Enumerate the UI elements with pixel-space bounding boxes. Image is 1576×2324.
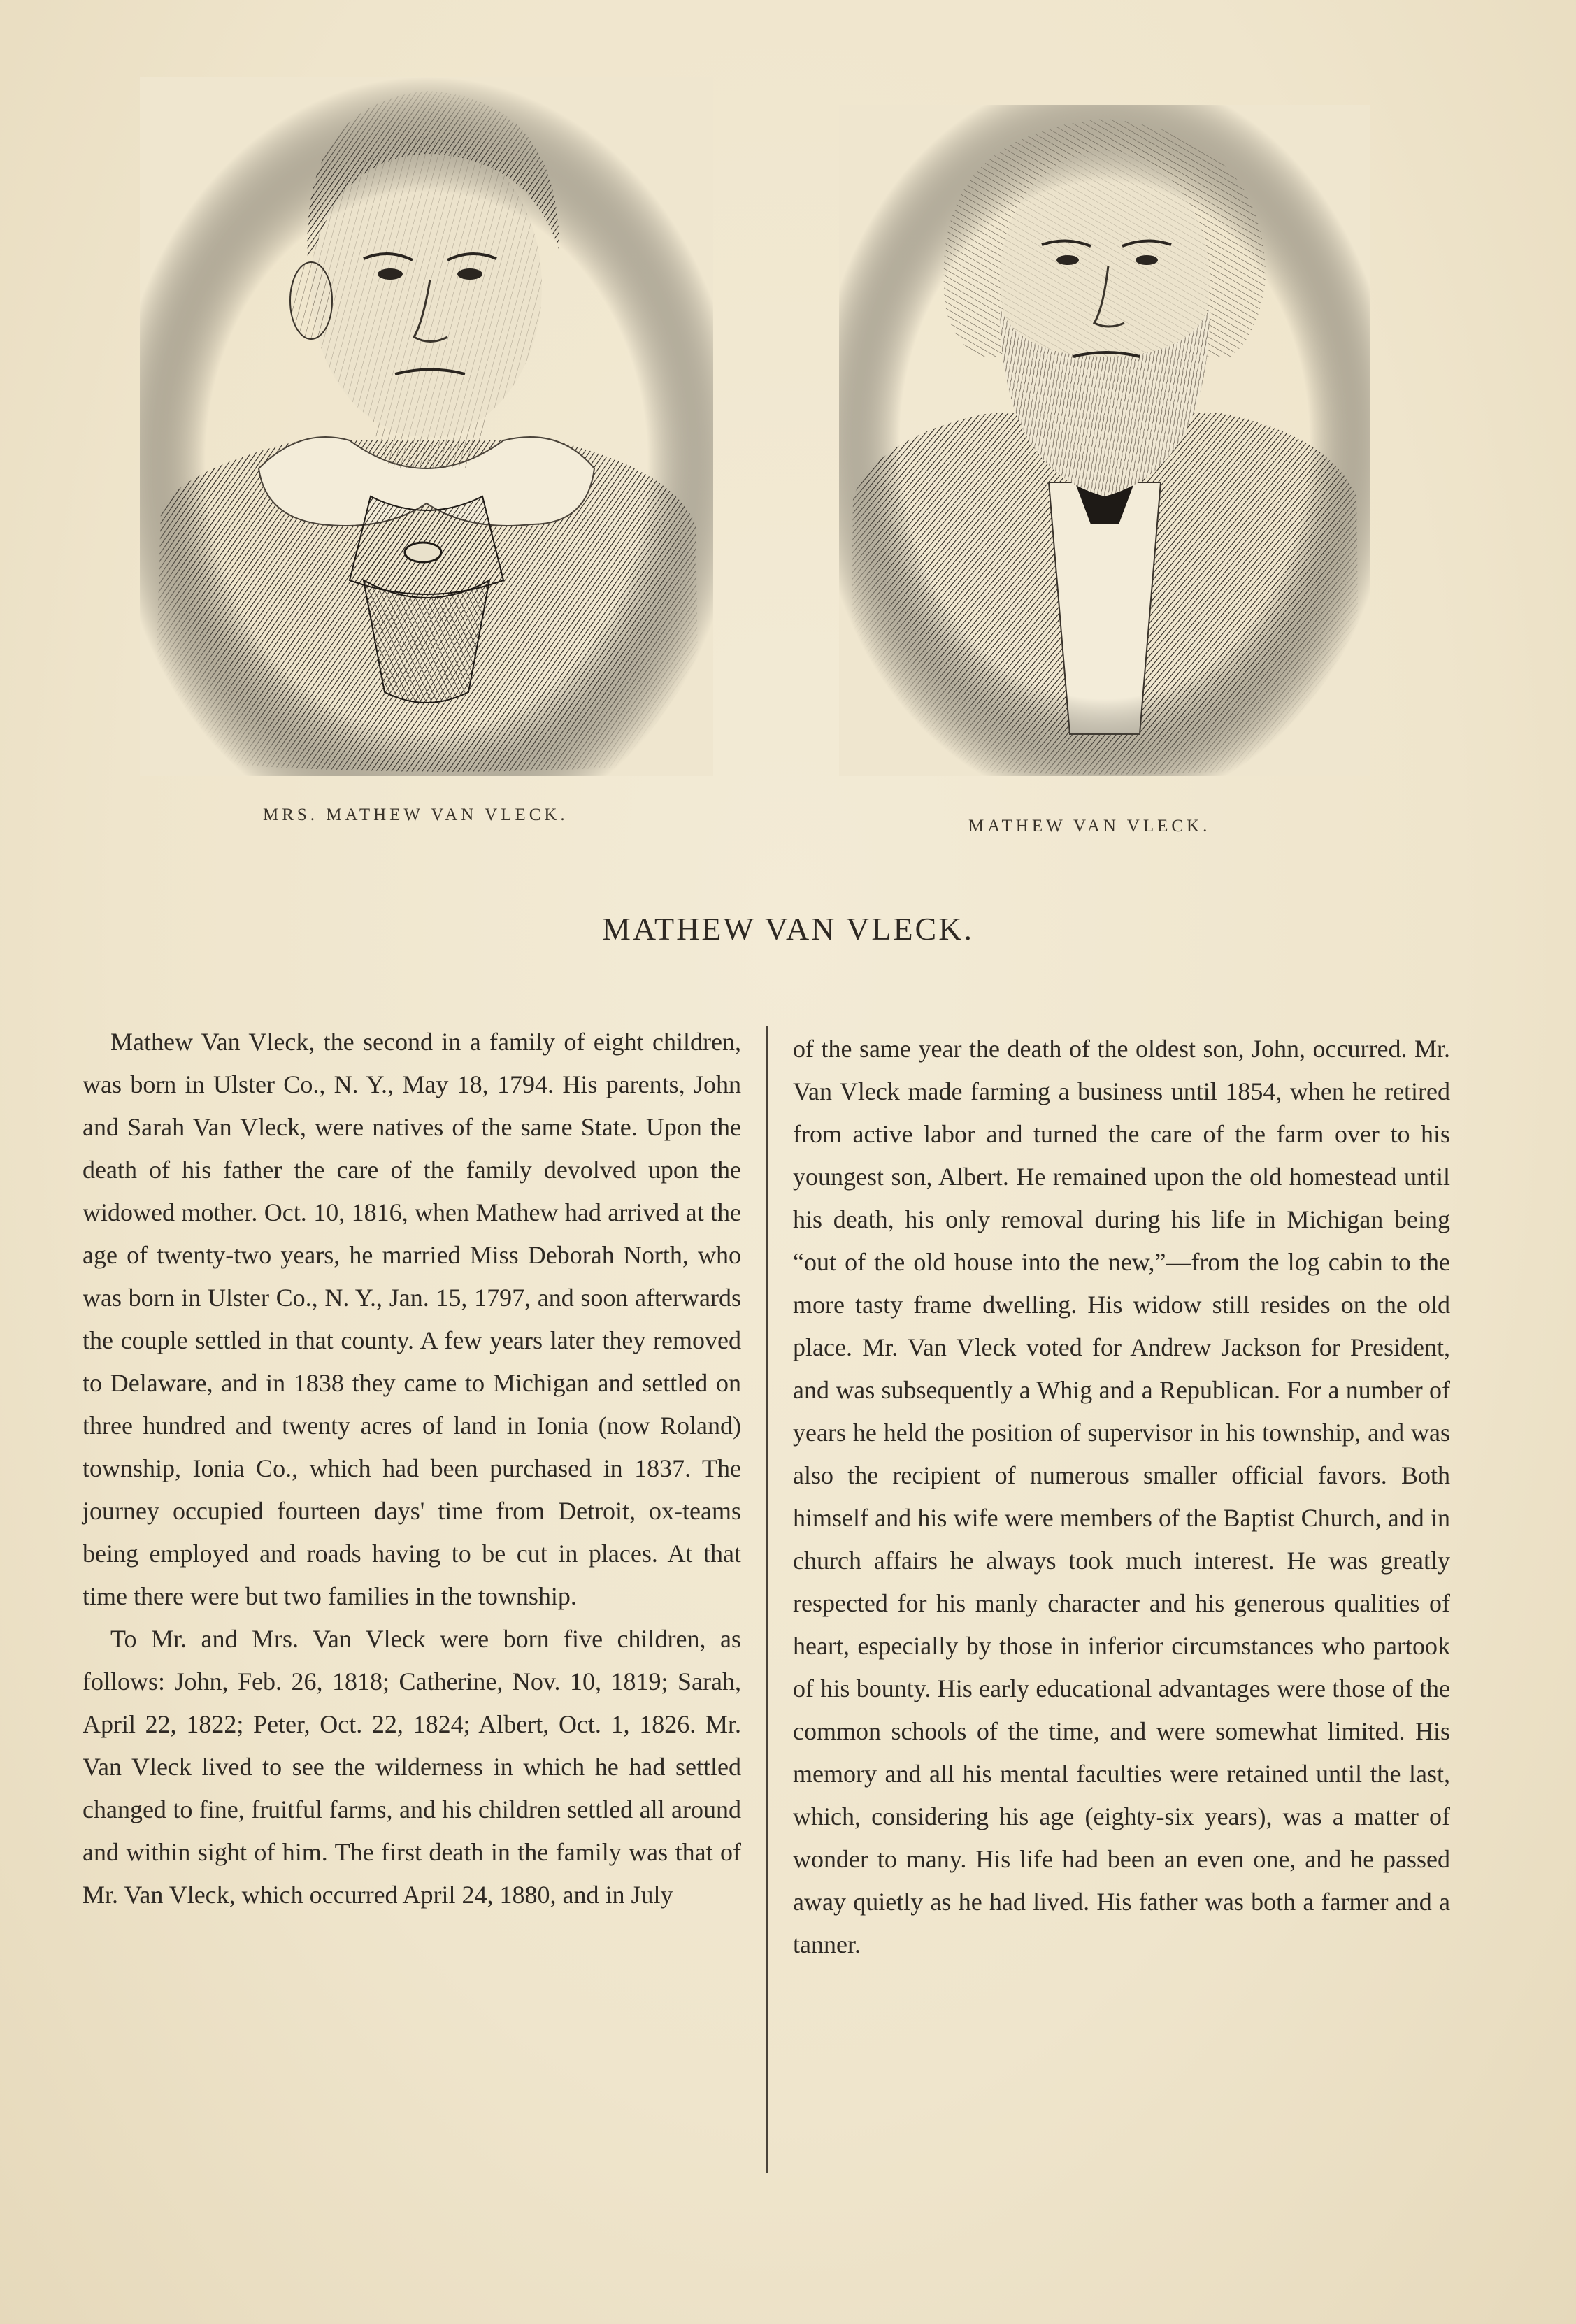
portrait-mrs-van-vleck — [140, 77, 713, 776]
caption-mrs-van-vleck: MRS. MATHEW VAN VLECK. — [263, 805, 568, 824]
article-title: MATHEW VAN VLECK. — [602, 911, 974, 947]
paragraph: To Mr. and Mrs. Van Vleck were born five children, as follows: John, Feb. 26, 1818; Catherine, Nov. 10, 1819; Sarah, April 22, 1822; Peter, Oct. 22, 1824; Albert, Oct. 1, 1826. Mr. Van Vleck lived to see the wilderness in which he had settled changed to fine, fruitful farms, and his children settled all around and within sight of him. The first death in the family was that of Mr. Van Vleck, which occurred April 24, 1880, and in July — [83, 1625, 741, 1909]
paragraph: of the same year the death of the oldest son, John, occurred. Mr. Van Vleck made farming a business until 1854, when he retired from active labor and turned the care of the farm over to his youngest son, Albert. He remained upon the old homestead until his death, his only removal during his life in Michigan being “out of the old house into the new,”—from the log cabin to the more tasty frame dwelling. His widow still resides on the old place. Mr. Van Vleck voted for Andrew Jackson for President, and was subsequently a Whig and a Republican. For a number of years he held the position of supervisor in his township, and was also the recipient of numerous smaller official favors. Both himself and his wife were members of the Baptist Church, and in church affairs he always took much interest. He was greatly respected for his manly character and his generous qualities of heart, especially by those in inferior circumstances who partook of his bounty. His early educational advantages were those of the common schools of the time, and were somewhat limited. His memory and all his mental faculties were retained until the last, which, considering his age (eighty-six years), was a matter of wonder to many. His life had been an even one, and he passed away quietly as he had lived. His father was both a farmer and a tanner. — [793, 1035, 1450, 1958]
caption-mathew-van-vleck: MATHEW VAN VLECK. — [968, 817, 1211, 835]
column-divider — [766, 1026, 768, 2173]
text-column-right — [793, 1028, 1450, 1966]
paragraph: Mathew Van Vleck, the second in a family of eight children, was born in Ulster Co., N. Y., May 18, 1794. His parents, John and Sarah Van Vleck, were natives of the same State. Upon the death of his father the care of the family devolved upon the widowed mother. Oct. 10, 1816, when Mathew had arrived at the age of twenty-two years, he married Miss Deborah North, who was born in Ulster Co., N. Y., Jan. 15, 1797, and soon afterwards the couple settled in that county. A few years later they removed to Delaware, and in 1838 they came to Michigan and settled on three hundred and twenty acres of land in Ionia (now Roland) township, Ionia Co., which had been purchased in 1837. The journey occupied fourteen days' time from Detroit, ox-teams being employed and roads having to be cut in places. At that time there were but two families in the township. — [83, 1028, 741, 1610]
text-column-left — [83, 1021, 741, 1916]
portrait-mathew-van-vleck — [839, 105, 1370, 776]
